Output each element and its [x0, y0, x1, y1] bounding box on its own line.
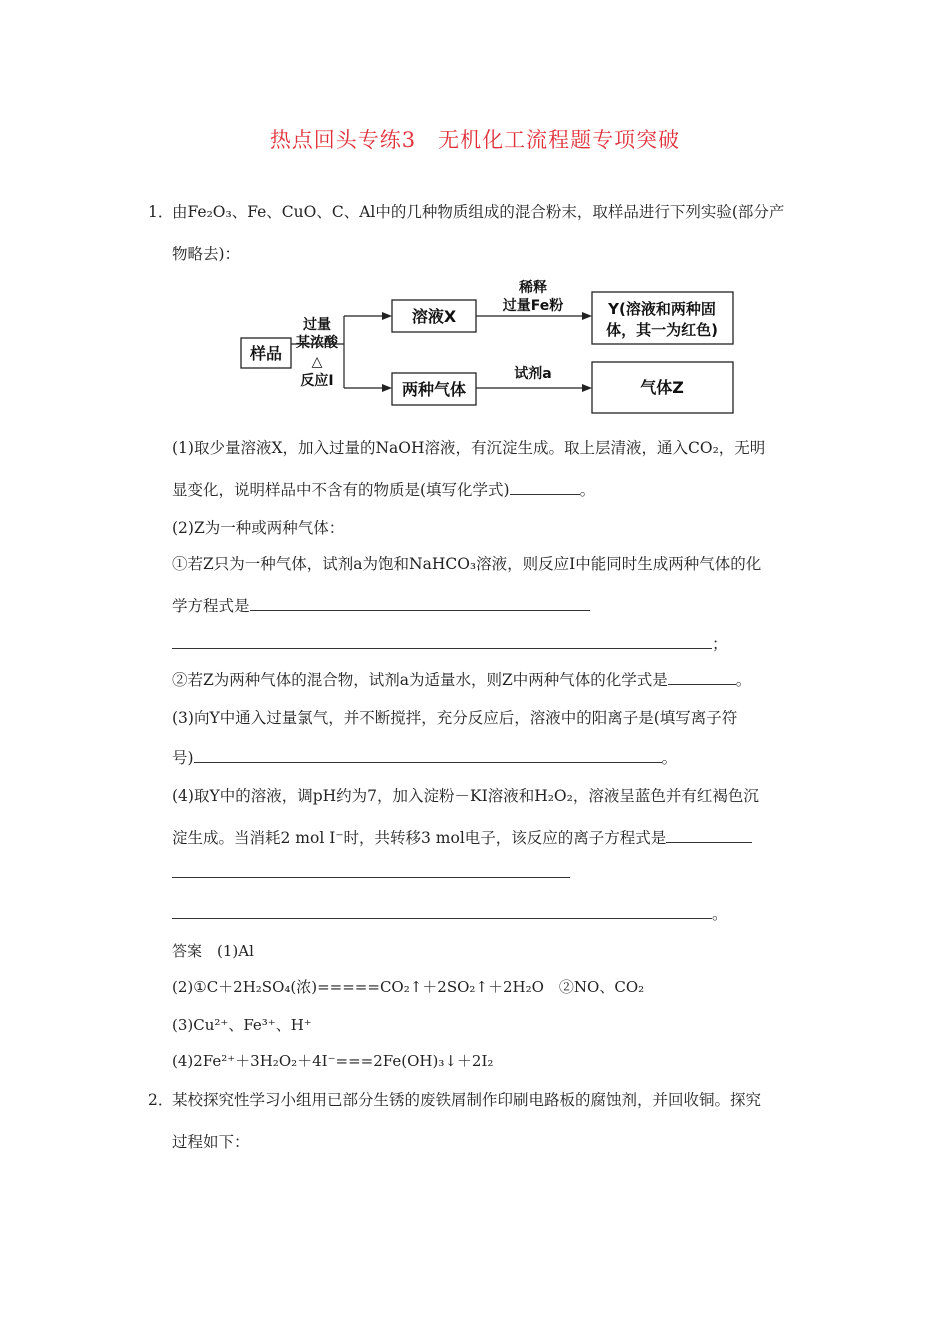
answer-blank-4-cont2[interactable] — [172, 917, 712, 919]
cond-reaction: 反应Ⅰ — [300, 373, 334, 389]
q1-p3-line1: (3)向Y中通入过量氯气，并不断搅拌，充分反应后，溶液中的阳离子是(填写离子符 — [172, 709, 738, 727]
cond-excess: 过量 — [303, 317, 331, 333]
answer-blank-2a-cont[interactable] — [172, 647, 712, 649]
dilute-label: 稀释 — [519, 280, 547, 296]
q1-stem-line2: 物略去)： — [172, 245, 241, 263]
flow-diagram — [236, 272, 741, 418]
q1-p3-line2 — [172, 746, 677, 768]
answer-blank-4[interactable] — [666, 841, 752, 843]
answer-blank-3[interactable] — [194, 761, 662, 763]
q1-p4-line1: (4)取Y中的溶液，调pH约为7，加入淀粉－KI溶液和H₂O₂，溶液呈蓝色并有红褐色沉 — [172, 787, 759, 805]
cond-conc-acid: 某浓酸 — [296, 335, 338, 351]
q1-p2a-text: 学方程式是 — [172, 597, 250, 615]
arrow-head-to-gases — [382, 384, 392, 392]
q1-p2b — [172, 668, 751, 690]
q1-stem-line1: 由Fe₂O₃、Fe、CuO、C、Al中的几种物质组成的混合粉末，取样品进行下列实验(部分产 — [172, 203, 785, 221]
q1-p2b-end: 。 — [735, 671, 752, 689]
arrow-head-to-x — [382, 312, 392, 320]
q2-stem-line2: 过程如下： — [172, 1133, 250, 1151]
answer-1: (1)Al — [217, 942, 254, 960]
q1-p1-end: 。 — [579, 481, 596, 499]
answer-2: (2)①C＋2H₂SO₄(浓)=====CO₂↑＋2SO₂↑＋2H₂O ②NO、CO₂ — [172, 978, 645, 996]
q1-number: 1． — [148, 203, 174, 221]
q1-p4-line2 — [172, 826, 752, 848]
y-label-line2: 体，其一为红色) — [606, 321, 718, 339]
q1-p1-line1: (1)取少量溶液X，加入过量的NaOH溶液，有沉淀生成。取上层清液，通入CO₂，无明 — [172, 439, 766, 457]
answer-blank-2b[interactable] — [668, 683, 736, 685]
solution-x-label: 溶液X — [411, 307, 457, 326]
q1-p2a-line2 — [172, 594, 590, 616]
q2-stem-line1: 某校探究性学习小组用已部分生锈的废铁屑制作印刷电路板的腐蚀剂，并回收铜。探究 — [172, 1091, 762, 1109]
answer-blank-2a[interactable] — [250, 609, 590, 611]
answer-label: 答案 — [172, 942, 203, 960]
answer-line-1 — [172, 940, 254, 961]
cond-heat: △ — [311, 354, 323, 370]
arrow-head-gases-to-z — [582, 384, 592, 392]
q1-p2a-end: ； — [712, 635, 728, 653]
reagent-a-label: 试剂a — [514, 366, 552, 382]
q1-p1-line2 — [172, 478, 595, 500]
sample-label: 样品 — [249, 344, 283, 363]
q1-p3-text: 号) — [172, 749, 194, 767]
q1-p2a-line1: ①若Z只为一种气体，试剂a为饱和NaHCO₃溶液，则反应Ⅰ中能同时生成两种气体的化 — [172, 555, 762, 573]
q1-p3-end: 。 — [661, 749, 678, 767]
arrow-head-x-to-y — [582, 312, 592, 320]
answer-4: (4)2Fe²⁺＋3H₂O₂＋4I⁻===2Fe(OH)₃↓＋2I₂ — [172, 1052, 494, 1070]
q1-p2a-line3 — [172, 632, 728, 654]
answer-3: (3)Cu²⁺、Fe³⁺、H⁺ — [172, 1016, 312, 1034]
excess-fe-label: 过量Fe粉 — [502, 298, 564, 314]
q1-p4-end: 。 — [712, 905, 728, 923]
q1-p2-head: (2)Z为一种或两种气体： — [172, 519, 345, 537]
q1-p4-line3 — [172, 864, 570, 882]
q2-number: 2． — [148, 1091, 174, 1109]
page-title: 热点回头专练3 无机化工流程题专项突破 — [269, 128, 681, 152]
y-label-line1: Y(溶液和两种固 — [608, 300, 716, 318]
q1-p4-line4 — [172, 902, 728, 924]
answer-blank-1[interactable] — [510, 493, 580, 495]
q1-p4-text: 淀生成。当消耗2 mol I⁻时，共转移3 mol电子，该反应的离子方程式是 — [172, 829, 667, 847]
gas-z-label: 气体Z — [640, 378, 684, 397]
answer-blank-4-cont[interactable] — [172, 876, 570, 878]
q1-p1-text: 显变化，说明样品中不含有的物质是(填写化学式) — [172, 481, 510, 499]
q1-p2b-text: ②若Z为两种气体的混合物，试剂a为适量水，则Z中两种气体的化学式是 — [172, 671, 668, 689]
two-gases-label: 两种气体 — [401, 380, 467, 399]
